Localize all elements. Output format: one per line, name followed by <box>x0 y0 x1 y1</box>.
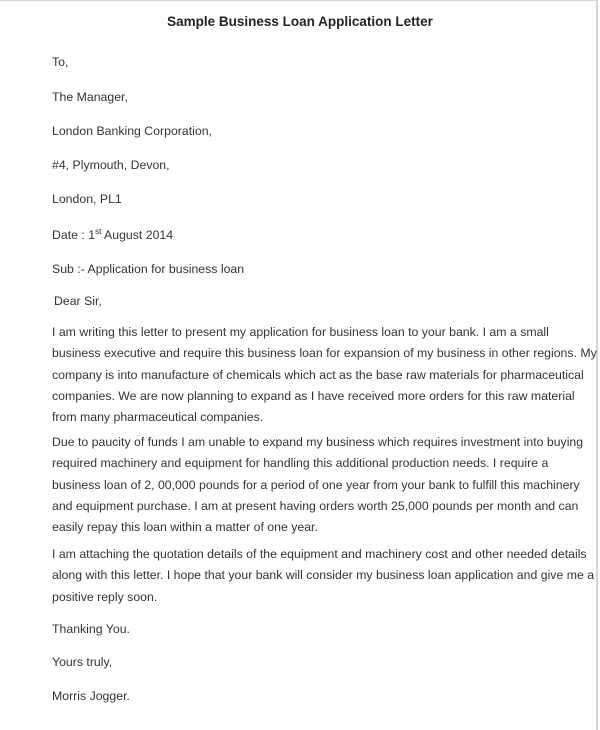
paragraph-line: from many pharmaceutical companies. <box>52 410 264 425</box>
date-label: Date : <box>52 228 89 243</box>
letter-title: Sample Business Loan Application Letter <box>167 14 433 29</box>
paragraph-line: I am attaching the quotation details of the equipment and machinery cost and other needed details <box>52 547 587 561</box>
paragraph-line: companies. We are now planning to expand as I have received more orders for this raw material <box>52 388 575 403</box>
paragraph-3 <box>52 544 594 608</box>
date-suffix: st <box>95 227 102 236</box>
salutation: Dear Sir, <box>54 294 102 308</box>
signoff: Yours truly, <box>52 655 113 669</box>
closing: Thanking You. <box>52 622 130 636</box>
paragraph-2 <box>52 432 583 538</box>
letter-date <box>52 227 173 242</box>
paragraph-line: Due to paucity of funds I am unable to expand my business which requires investment into buying <box>52 435 584 449</box>
address-street: #4, Plymouth, Devon, <box>52 158 170 172</box>
paragraph-line: and equipment purchase. I am at present having orders worth 25,000 pounds per month and can <box>52 498 579 513</box>
paragraph-line: business executive and require this business loan for expansion of my business in other regions. My <box>52 346 597 361</box>
date-rest: August 2014 <box>101 228 174 243</box>
address-company: London Banking Corporation, <box>52 124 212 138</box>
address-city: London, PL1 <box>52 192 122 206</box>
address-to: To, <box>52 55 69 69</box>
paragraph-1 <box>52 322 597 428</box>
paragraph-line: easily repay this loan within a matter of one year. <box>52 520 318 535</box>
paragraph-line: business loan of 2, 00,000 pounds for a period of one year from your bank to fulfill this machinery <box>52 477 580 492</box>
paragraph-line: along with this letter. I hope that your bank will consider my business loan application and give me a <box>52 568 595 583</box>
paragraph-line: company is into manufacture of chemicals which act as the base raw materials for pharmaceutical <box>52 367 584 382</box>
paragraph-line: required machinery and equipment for handling this additional production needs. I require a <box>52 456 549 471</box>
signature: Morris Jogger. <box>52 689 130 703</box>
address-recipient: The Manager, <box>52 90 128 104</box>
date-day: 1 <box>88 228 96 243</box>
paragraph-line: I am writing this letter to present my application for business loan to your bank. I am a small <box>52 325 549 339</box>
letter-subject: Sub :- Application for business loan <box>52 262 245 276</box>
paragraph-line: positive reply soon. <box>52 589 158 604</box>
